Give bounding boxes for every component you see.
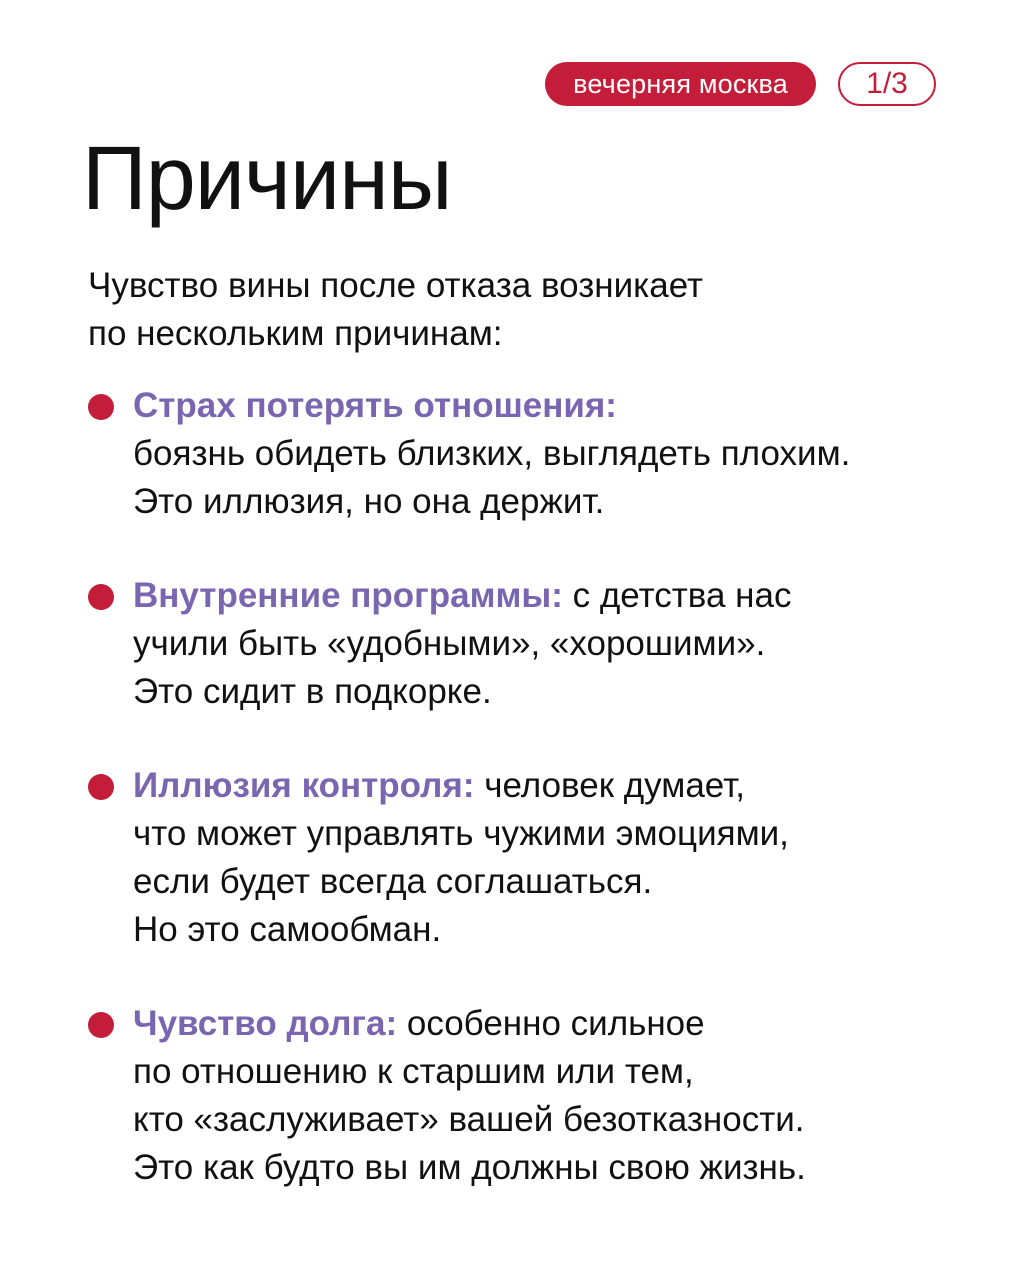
intro-text [88,262,948,358]
cause-item-illusion-of-control [88,762,978,954]
cause-first-line [133,762,978,810]
cause-line: учили быть «удобными», «хорошими». [133,624,766,663]
cause-first-line [133,382,978,430]
page-title: Причины [82,129,452,229]
bullet-icon [88,584,114,610]
header [545,62,936,106]
cause-line: если будет всегда соглашаться. [133,862,653,901]
cause-line: кто «заслуживает» вашей безотказности. [133,1100,805,1139]
page-indicator: 1/3 [838,62,936,106]
cause-lead: Иллюзия контроля: [133,766,475,805]
cause-line: Это как будто вы им должны свою жизнь. [133,1148,806,1187]
cause-lead: Страх потерять отношения: [133,386,617,425]
cause-item-sense-of-duty [88,1000,978,1192]
bullet-icon [88,1012,114,1038]
cause-first-line [133,1000,978,1048]
cause-line: Это сидит в подкорке. [133,672,492,711]
cause-first-text: особенно сильное [397,1004,705,1043]
intro-line: по нескольким причинам: [88,314,503,353]
cause-item-internal-programs [88,572,978,716]
cause-line: Но это самообман. [133,910,442,949]
cause-first-line [133,572,978,620]
cause-first-text: человек думает, [474,766,745,805]
intro-line: Чувство вины после отказа возникает [88,266,704,305]
cause-line: Это иллюзия, но она держит. [133,482,605,521]
cause-lead: Чувство долга: [133,1004,398,1043]
cause-line: что может управлять чужими эмоциями, [133,814,789,853]
cause-lead: Внутренние программы: [133,576,563,615]
cause-first-text: с детства нас [562,576,792,615]
causes-list [88,382,978,1238]
bullet-icon [88,774,114,800]
cause-item-fear-of-losing-relationships [88,382,978,526]
bullet-icon [88,394,114,420]
cause-line: по отношению к старшим или тем, [133,1052,694,1091]
cause-line: боязнь обидеть близких, выглядеть плохим. [133,434,851,473]
brand-badge: вечерняя москва [545,62,816,106]
